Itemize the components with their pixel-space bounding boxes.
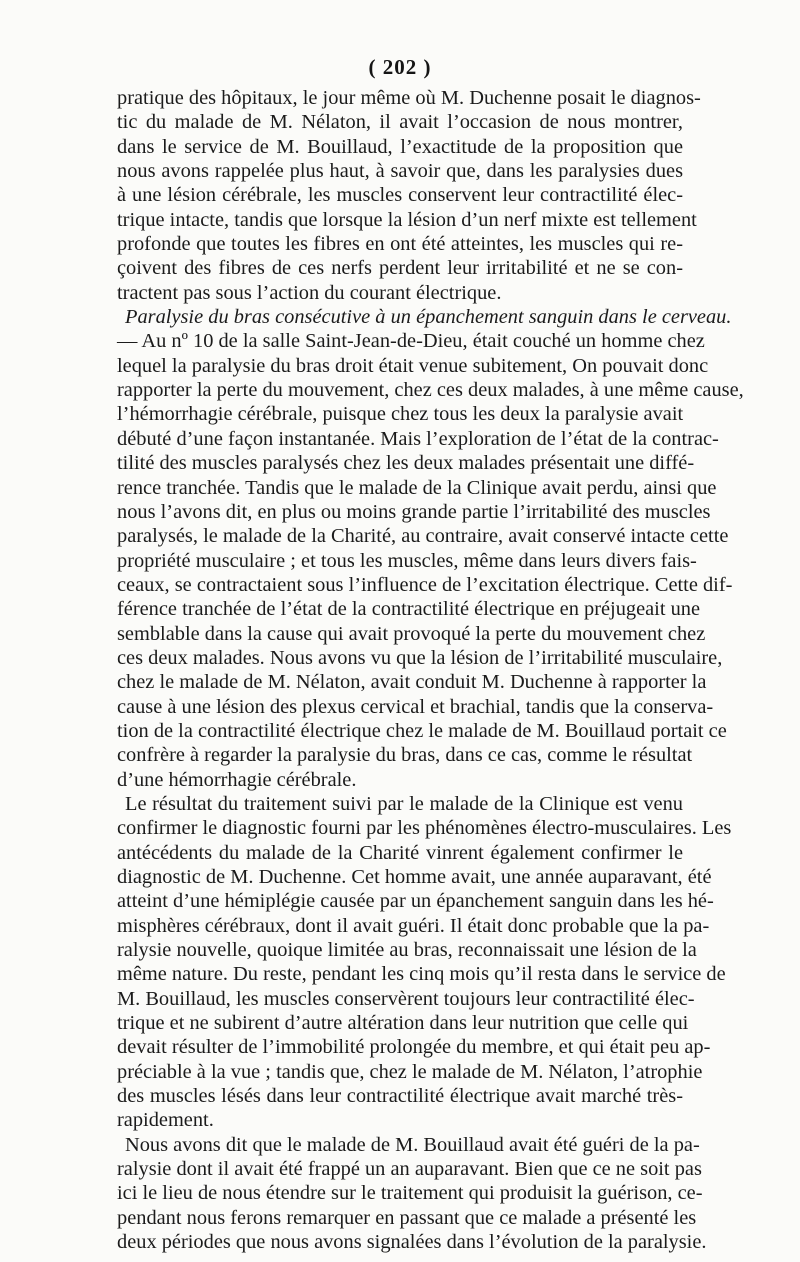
text-line: rapidement. (117, 1109, 214, 1132)
text-line: nous l’avons dit, en plus ou moins grande partie l’irritabilité des muscles (117, 500, 711, 523)
text-line: chez le malade de M. Nélaton, avait conduit M. Duchenne à rapporter la (117, 671, 707, 694)
text-line: pendant nous ferons remarquer en passant que ce malade a présenté les (117, 1206, 697, 1229)
text-line: propriété musculaire ; et tous les muscles, même dans leurs divers fais- (117, 549, 697, 572)
text-line: antécédents du malade de la Charité vinrent également confirmer le (117, 841, 683, 864)
text-line: pratique des hôpitaux, le jour même où M. Duchenne posait le diagnos- (117, 87, 701, 109)
text-line: d’une hémorrhagie cérébrale. (117, 768, 357, 791)
text-line: M. Bouillaud, les muscles conservèrent toujours leur contractilité élec- (117, 987, 695, 1010)
text-line: rence tranchée. Tandis que le malade de la Clinique avait perdu, ainsi que (117, 476, 717, 499)
text-line: des muscles lésés dans leur contractilité électrique avait marché très- (117, 1085, 683, 1108)
page-number: ( 202 ) (368, 55, 432, 79)
text-line: nous avons rappelée plus haut, à savoir que, dans les paralysies dues (117, 160, 683, 183)
text-line: çoivent des fibres de ces nerfs perdent leur irritabilité et ne se con- (117, 257, 683, 280)
text-line: Nous avons dit que le malade de M. Bouillaud avait été guéri de la pa- (125, 1133, 700, 1156)
text-line: cause à une lésion des plexus cervical et brachial, tandis que la conserva- (117, 695, 714, 718)
text-line: ces deux malades. Nous avons vu que la lésion de l’irritabilité musculaire, (117, 646, 723, 669)
text-line: profonde que toutes les fibres en ont été atteintes, les muscles qui re- (117, 233, 683, 256)
body-text (117, 86, 744, 1255)
text-line: préciable à la vue ; tandis que, chez le malade de M. Nélaton, l’atrophie (117, 1060, 703, 1083)
text-line: dans le service de M. Bouillaud, l’exactitude de la proposition que (117, 135, 683, 158)
text-line: trique et ne subirent d’autre altération dans leur nutrition que celle qui (117, 1012, 689, 1035)
text-line: ralysie nouvelle, quoique limitée au bras, reconnaissait une lésion de la (117, 939, 697, 962)
text-line: trique intacte, tandis que lorsque la lésion d’un nerf mixte est tellement (117, 208, 697, 231)
text-line: diagnostic de M. Duchenne. Cet homme avait, une année auparavant, été (117, 866, 712, 888)
text-line: paralysés, le malade de la Charité, au contraire, avait conservé intacte cette (117, 525, 729, 548)
text-line: rapporter la perte du mouvement, chez ces deux malades, à une même cause, (117, 379, 744, 402)
text-line: devait résulter de l’immobilité prolongée du membre, et qui était peu ap- (117, 1036, 711, 1059)
text-line: — Au nº 10 de la salle Saint-Jean-de-Dieu, était couché un homme chez (117, 330, 705, 353)
text-line: confirmer le diagnostic fourni par les phénomènes électro-musculaires. Les (117, 817, 732, 840)
text-line: tilité des muscles paralysés chez les deux malades présentait une diffé- (117, 452, 695, 475)
text-line: ceaux, se contractaient sous l’influence de l’excitation électrique. Cette dif- (117, 573, 733, 596)
text-line: tic du malade de M. Nélaton, il avait l’occasion de nous montrer, (117, 111, 683, 134)
text-line: Le résultat du traitement suivi par le malade de la Clinique est venu (125, 792, 683, 815)
text-line: l’hémorrhagie cérébrale, puisque chez tous les deux la paralysie avait (117, 403, 684, 426)
text-line: même nature. Du reste, pendant les cinq mois qu’il resta dans le service de (117, 963, 726, 986)
text-line: tractent pas sous l’action du courant électrique. (117, 281, 502, 304)
text-line: tion de la contractilité électrique chez le malade de M. Bouillaud portait ce (117, 719, 727, 742)
text-line: deux périodes que nous avons signalées dans l’évolution de la paralysie. (117, 1231, 707, 1254)
section-heading: Paralysie du bras consécutive à un épanchement sanguin dans le cerveau. (125, 306, 732, 329)
text-line: ici le lieu de nous étendre sur le traitement qui produisit la guérison, ce- (117, 1182, 703, 1205)
text-line: atteint d’une hémiplégie causée par un épanchement sanguin dans les hé- (117, 890, 714, 913)
text-line: ralysie dont il avait été frappé un an auparavant. Bien que ce ne soit pas (117, 1158, 702, 1181)
text-line: lequel la paralysie du bras droit était venue subitement, On pouvait donc (117, 354, 709, 377)
text-line: semblable dans la cause qui avait provoqué la perte du mouvement chez (117, 622, 706, 645)
text-line: confrère à regarder la paralysie du bras, dans ce cas, comme le résultat (117, 744, 693, 767)
text-line: à une lésion cérébrale, les muscles conservent leur contractilité élec- (117, 184, 683, 207)
text-line: férence tranchée de l’état de la contractilité électrique en préjugeait une (117, 598, 701, 621)
text-line: débuté d’une façon instantanée. Mais l’exploration de l’état de la contrac- (117, 427, 719, 450)
text-line: misphères cérébraux, dont il avait guéri. Il était donc probable que la pa- (117, 914, 710, 937)
